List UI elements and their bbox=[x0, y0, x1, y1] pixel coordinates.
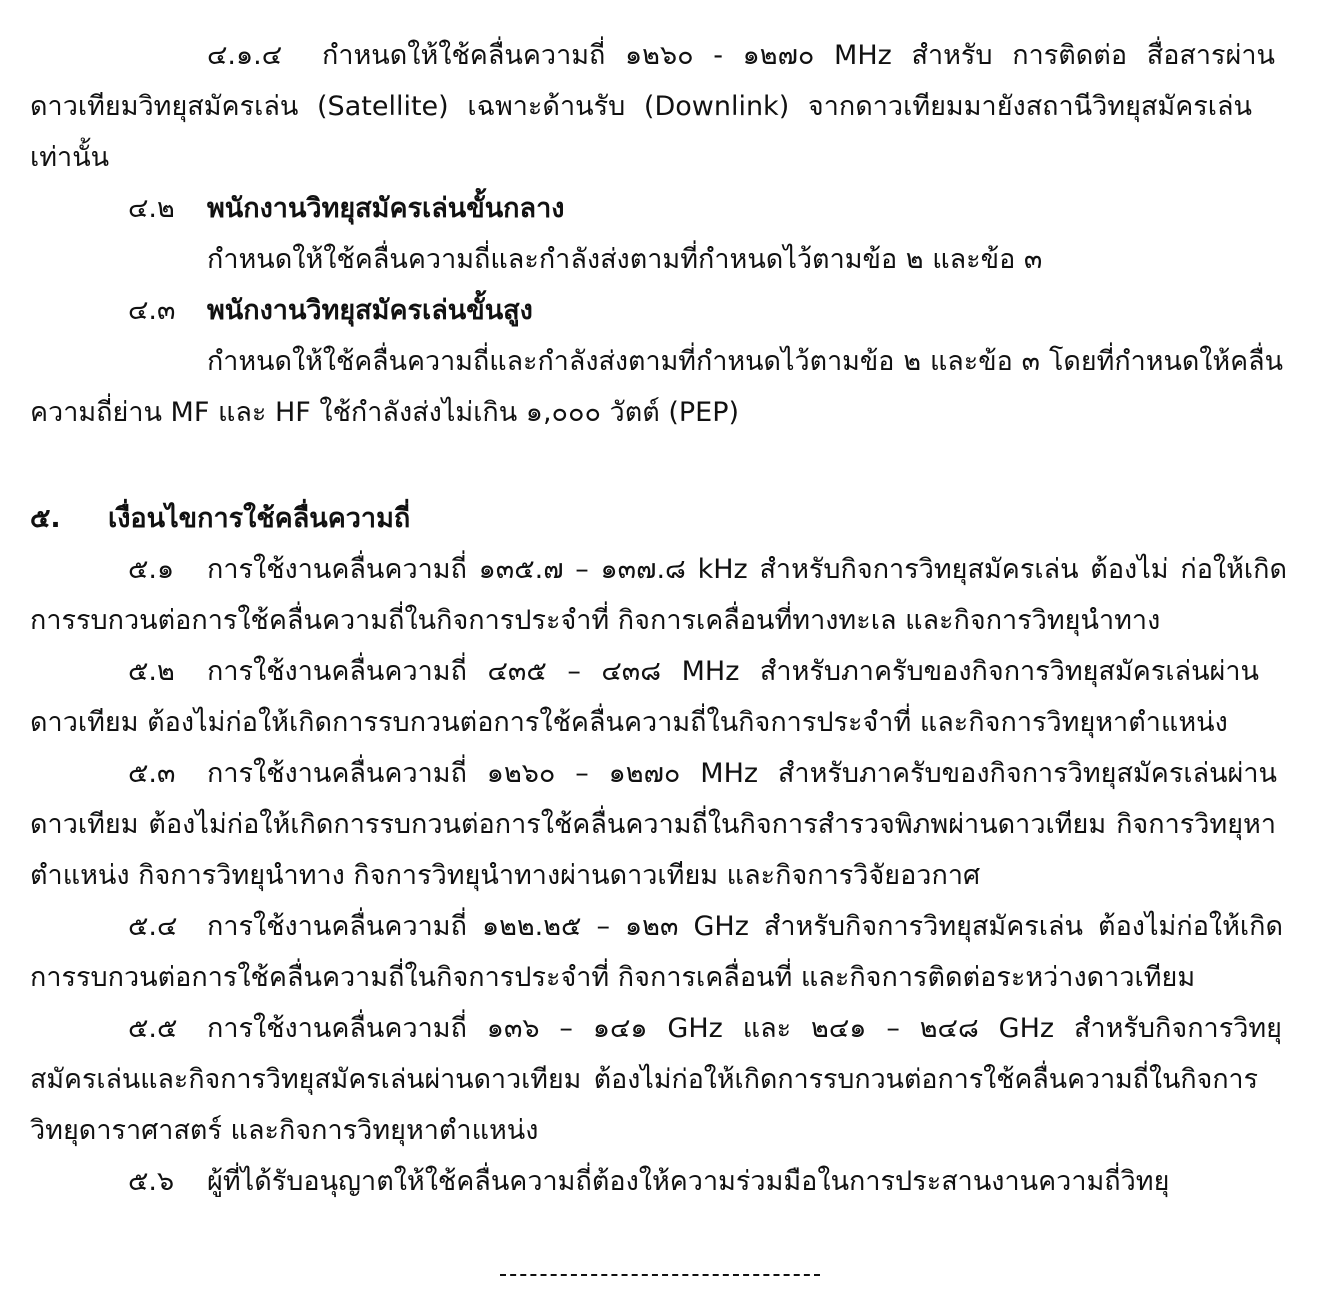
paragraph-line: ดาวเทียมวิทยุสมัครเล่น (Satellite) เฉพาะด้านรับ (Downlink) จากดาวเทียมมายังสถานีวิทยุสมัครเล่น bbox=[30, 91, 1252, 122]
section-number: ๔.๓ bbox=[128, 295, 176, 326]
section-number: ๕. bbox=[30, 503, 61, 534]
paragraph-line: ความถี่ย่าน MF และ HF ใช้กำลังส่งไม่เกิน ๑,๐๐๐ วัตต์ (PEP) bbox=[30, 397, 740, 428]
paragraph-line: กำหนดให้ใช้คลื่นความถี่และกำลังส่งตามที่กำหนดไว้ตามข้อ ๒ และข้อ ๓ โดยที่กำหนดให้คลื่น bbox=[207, 346, 1283, 377]
section-number: ๕.๕ bbox=[128, 1013, 178, 1044]
section-heading: พนักงานวิทยุสมัครเล่นขั้นสูง bbox=[207, 295, 533, 326]
section-number: ๕.๖ bbox=[128, 1166, 175, 1197]
paragraph-line: การใช้งานคลื่นความถี่ ๑๒๒.๒๕ – ๑๒๓ GHz สำหรับกิจการวิทยุสมัครเล่น ต้องไม่ก่อให้เกิด bbox=[207, 911, 1283, 942]
section-number: ๕.๒ bbox=[128, 656, 175, 687]
section-number: ๕.๓ bbox=[128, 758, 176, 789]
end-divider bbox=[500, 1274, 820, 1276]
paragraph-line: ดาวเทียม ต้องไม่ก่อให้เกิดการรบกวนต่อการใช้คลื่นความถี่ในกิจการสำรวจพิภพผ่านดาวเทียม กิจการวิทยุหา bbox=[30, 809, 1276, 840]
section-number: ๕.๑ bbox=[128, 554, 175, 585]
paragraph-line: สมัครเล่นและกิจการวิทยุสมัครเล่นผ่านดาวเทียม ต้องไม่ก่อให้เกิดการรบกวนต่อการใช้คลื่นความถี่ในกิจการ bbox=[30, 1064, 1258, 1095]
paragraph-line: วิทยุดาราศาสตร์ และกิจการวิทยุหาตำแหน่ง bbox=[30, 1115, 539, 1146]
paragraph-line: กำหนดให้ใช้คลื่นความถี่ ๑๒๖๐ - ๑๒๗๐ MHz สำหรับ การติดต่อ สื่อสารผ่าน bbox=[322, 40, 1275, 71]
paragraph-line: ดาวเทียม ต้องไม่ก่อให้เกิดการรบกวนต่อการใช้คลื่นความถี่ในกิจการประจำที่ และกิจการวิทยุหาตำแหน่ง bbox=[30, 707, 1228, 738]
paragraph-line: การใช้งานคลื่นความถี่ ๑๓๖ – ๑๔๑ GHz และ ๒๔๑ – ๒๔๘ GHz สำหรับกิจการวิทยุ bbox=[207, 1013, 1282, 1044]
paragraph-line: ผู้ที่ได้รับอนุญาตให้ใช้คลื่นความถี่ต้องให้ความร่วมมือในการประสานงานความถี่วิทยุ bbox=[207, 1166, 1170, 1197]
section-heading: เงื่อนไขการใช้คลื่นความถี่ bbox=[108, 503, 411, 534]
paragraph-line: เท่านั้น bbox=[30, 142, 110, 173]
section-number: ๔.๒ bbox=[128, 193, 175, 224]
paragraph-line: การใช้งานคลื่นความถี่ ๔๓๕ – ๔๓๘ MHz สำหรับภาครับของกิจการวิทยุสมัครเล่นผ่าน bbox=[207, 656, 1259, 687]
section-number: ๕.๔ bbox=[128, 911, 178, 942]
paragraph-line: การใช้งานคลื่นความถี่ ๑๒๖๐ – ๑๒๗๐ MHz สำหรับภาครับของกิจการวิทยุสมัครเล่นผ่าน bbox=[207, 758, 1277, 789]
section-number: ๔.๑.๔ bbox=[207, 40, 283, 71]
section-heading: พนักงานวิทยุสมัครเล่นขั้นกลาง bbox=[207, 193, 565, 224]
paragraph-line: การรบกวนต่อการใช้คลื่นความถี่ในกิจการประจำที่ กิจการเคลื่อนที่ทางทะเล และกิจการวิทยุนำทาง bbox=[30, 605, 1161, 636]
paragraph-line: การรบกวนต่อการใช้คลื่นความถี่ในกิจการประจำที่ กิจการเคลื่อนที่ และกิจการติดต่อระหว่างดาวเทียม bbox=[30, 962, 1196, 993]
paragraph-line: ตำแหน่ง กิจการวิทยุนำทาง กิจการวิทยุนำทางผ่านดาวเทียม และกิจการวิจัยอวกาศ bbox=[30, 860, 981, 891]
paragraph-line: การใช้งานคลื่นความถี่ ๑๓๕.๗ – ๑๓๗.๘ kHz สำหรับกิจการวิทยุสมัครเล่น ต้องไม่ ก่อให้เกิด bbox=[207, 554, 1287, 585]
paragraph-line: กำหนดให้ใช้คลื่นความถี่และกำลังส่งตามที่กำหนดไว้ตามข้อ ๒ และข้อ ๓ bbox=[207, 244, 1043, 275]
